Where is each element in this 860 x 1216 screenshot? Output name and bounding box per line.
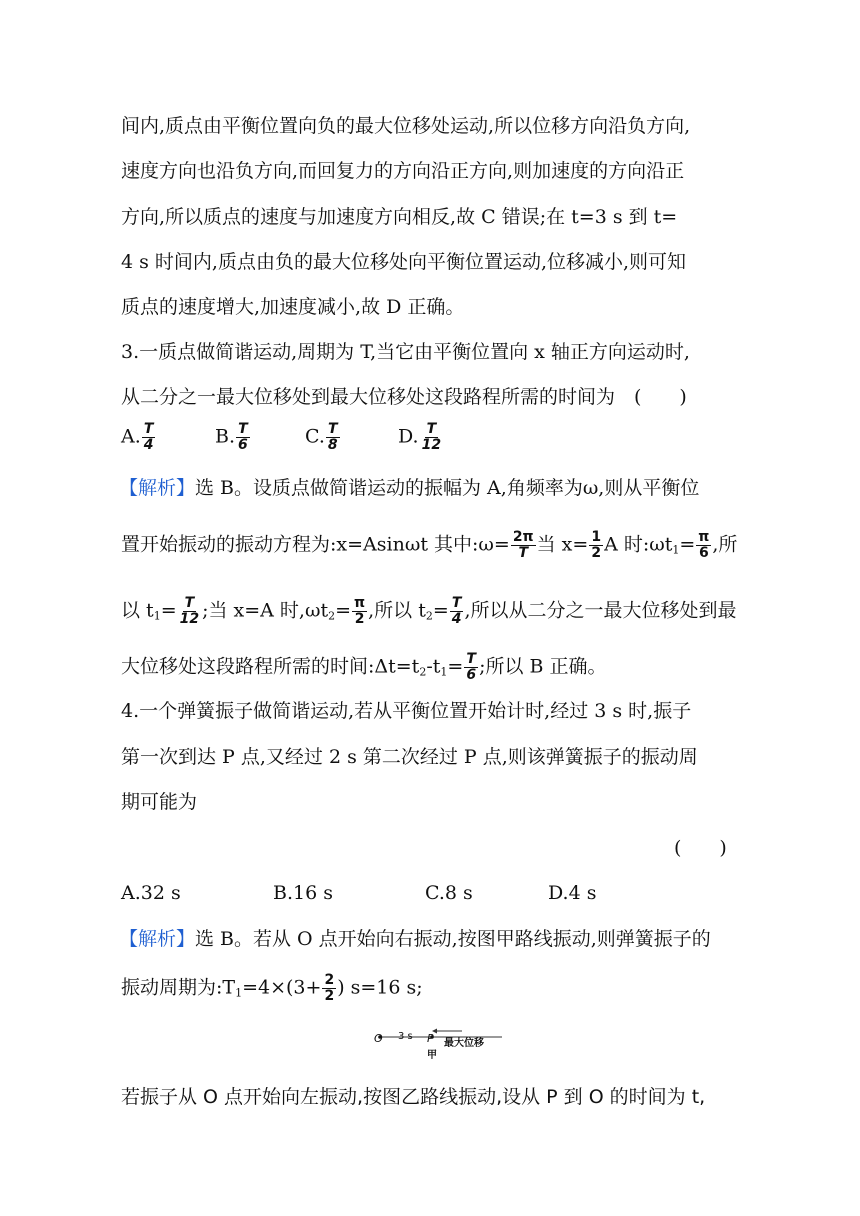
- text-line: 间内,质点由平衡位置向负的最大位移处运动,所以位移方向沿负方向,: [121, 115, 691, 137]
- analysis-line: 大位移处这段路程所需的时间$:\Delta t=t_2-t_1=$ $\frac{T}{6}$ ;所以 B 正确。: [121, 651, 607, 683]
- question-3-stem: 从二分之一最大位移处到最大位移处这段路程所需的时间为 ( ): [121, 386, 687, 408]
- duration-label: 3 s: [398, 1031, 413, 1042]
- option-a: A.32 s: [121, 882, 181, 904]
- answer-bracket: ( ): [674, 837, 727, 859]
- question-4-stem: 期可能为: [121, 791, 198, 813]
- analysis-tag: 【解析】: [119, 477, 196, 499]
- text-line: 速度方向也沿负方向,而回复力的方向沿正方向,则加速度的方向沿正: [121, 160, 685, 182]
- question-3-stem: 3.一质点做简谐运动,周期为 T,当它由平衡位置向 x 轴正方向运动时,: [121, 341, 690, 363]
- analysis-line: 置开始振动的振动方程为:x=Asinωt 其中:ω= $\frac{2\pi}{T}$ 当 x= $\frac{1}{2}$ A 时$:\omega t_1=$ $\frac{\pi}{6}$ ,所: [121, 529, 738, 561]
- text-line: 4 s 时间内,质点由负的最大位移处向平衡位置运动,位移减小,则可知: [121, 251, 687, 273]
- path-diagram: [372, 1022, 512, 1060]
- text-line: 质点的速度增大,加速度减小,故 D 正确。: [121, 296, 465, 318]
- text-line: 方向,所以质点的速度与加速度方向相反,故 C 错误;在 t=3 s 到 t=: [121, 206, 678, 228]
- question-4-stem: 4.一个弹簧振子做简谐运动,若从平衡位置开始计时,经过 3 s 时,振子: [121, 700, 692, 722]
- question-4-stem: 第一次到达 P 点,又经过 2 s 第二次经过 P 点,则该弹簧振子的振动周: [121, 746, 698, 768]
- option-d: D.4 s: [548, 882, 597, 904]
- point-o-label: O: [374, 1032, 383, 1045]
- analysis-line: 以 $t_1=$ $\frac{T}{12}$ ;当 x=A 时$,\omega t_2=$ $\frac{\pi}{2}$ ,所以 $t_2=$ $\frac{T}{4}$ ,所以从二分之一最大位移处到最: [121, 595, 737, 627]
- analysis-tag: 【解析】: [119, 928, 196, 950]
- option-b: B. $\frac{T}{6}$: [215, 421, 248, 453]
- analysis-line: 【解析】选 B。设质点做简谐运动的振幅为 A,角频率为ω,则从平衡位: [119, 477, 700, 499]
- option-d: D. $\frac{T}{12}$: [398, 421, 442, 453]
- text-line: 若振子从 O 点开始向左振动,按图乙路线振动,设从 P 到 O 的时间为 t,: [121, 1086, 706, 1108]
- option-c: C.8 s: [425, 882, 473, 904]
- figure-label: 甲: [427, 1050, 437, 1061]
- option-a: A. $\frac{T}{4}$: [121, 421, 154, 453]
- option-b: B.16 s: [273, 882, 333, 904]
- analysis-line: 【解析】选 B。若从 O 点开始向右振动,按图甲路线振动,则弹簧振子的: [119, 928, 711, 950]
- point-p-label: P: [427, 1032, 434, 1045]
- option-c: C. $\frac{T}{8}$: [305, 421, 338, 453]
- diagram-jia: [372, 1022, 512, 1060]
- max-displacement-label: 最大位移: [444, 1038, 484, 1049]
- analysis-line: 振动周期为$:T_1=4\times(3+$ $\frac{2}{2}$ ) s=16 s;: [121, 972, 423, 1004]
